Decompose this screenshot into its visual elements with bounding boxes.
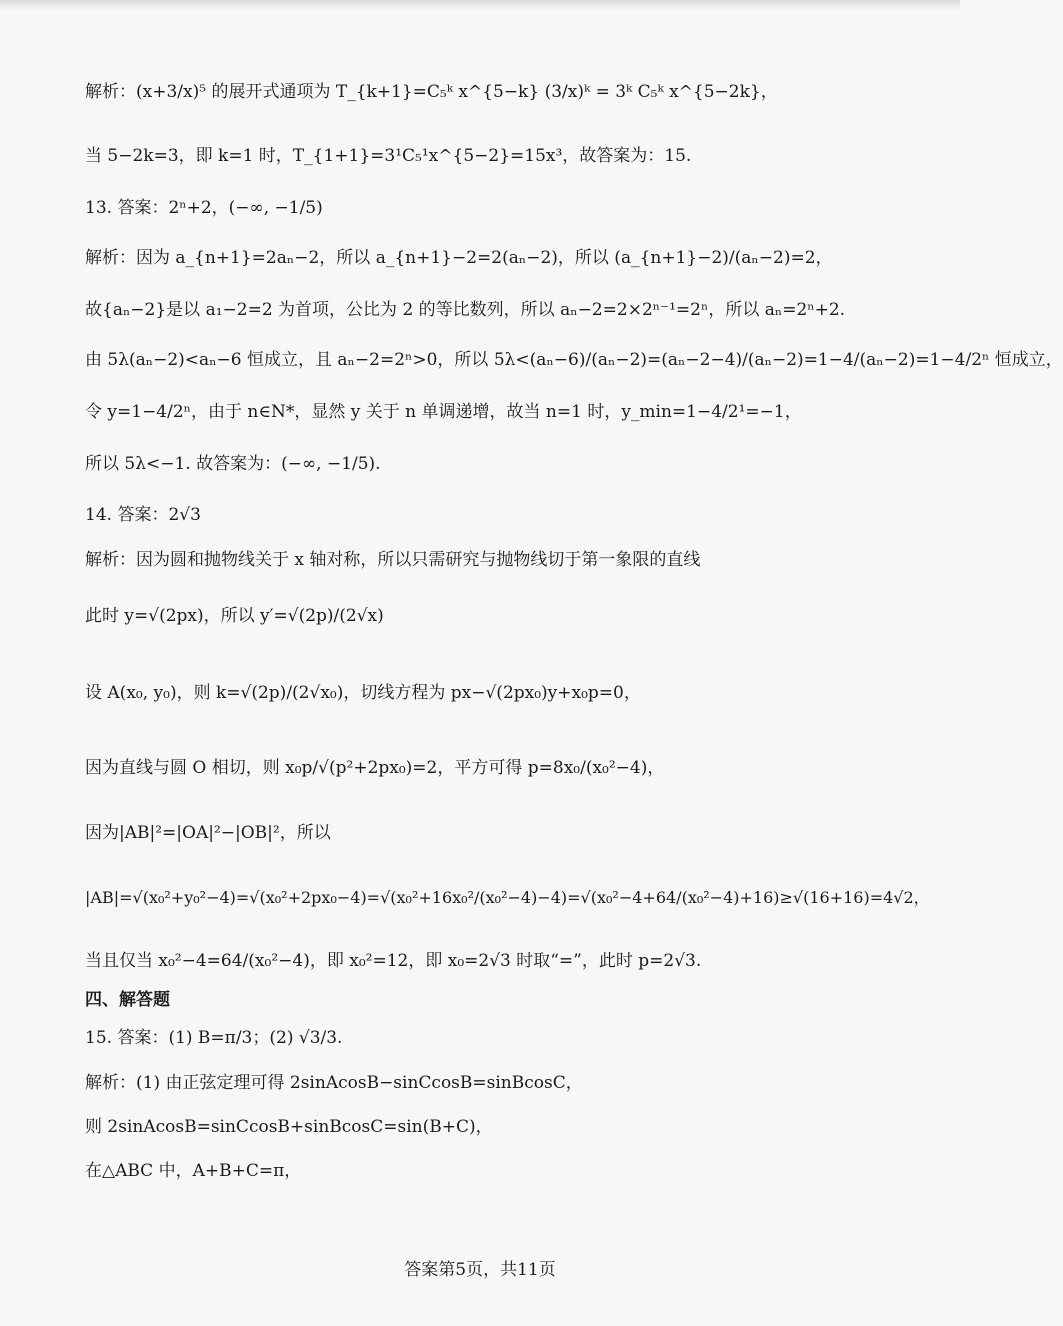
solution-line: 因为|AB|²=|OA|²−|OB|²，所以 xyxy=(85,823,331,843)
solution-line: 由 5λ(aₙ−2)<aₙ−6 恒成立，且 aₙ−2=2ⁿ>0，所以 5λ<(aₙ−6)/(aₙ−2)=(aₙ−2−4)/(aₙ−2)=1−4/(aₙ−2)=1−4/2ⁿ 恒成立， xyxy=(85,350,1063,370)
solution-line: 此时 y=√(2px)，所以 y′=√(2p)/(2√x) xyxy=(85,606,384,626)
solution-line: 解析：因为圆和抛物线关于 x 轴对称，所以只需研究与抛物线切于第一象限的直线 xyxy=(85,550,701,570)
solution-line: 故{aₙ−2}是以 a₁−2=2 为首项，公比为 2 的等比数列，所以 aₙ−2=2×2ⁿ⁻¹=2ⁿ，所以 aₙ=2ⁿ+2. xyxy=(85,300,846,320)
solution-line: 当 5−2k=3，即 k=1 时，T_{1+1}=3¹C₅¹x^{5−2}=15x³，故答案为：15. xyxy=(85,146,692,166)
solution-line: 解析：因为 a_{n+1}=2aₙ−2，所以 a_{n+1}−2=2(aₙ−2)，所以 (a_{n+1}−2)/(aₙ−2)=2， xyxy=(85,248,833,268)
solution-line: 因为直线与圆 O 相切，则 x₀p/√(p²+2px₀)=2，平方可得 p=8x₀/(x₀²−4)， xyxy=(85,758,665,778)
solution-line: 解析：(x+3/x)⁵ 的展开式通项为 T_{k+1}=C₅ᵏ x^{5−k} (3/x)ᵏ = 3ᵏ C₅ᵏ x^{5−2k}， xyxy=(85,82,778,102)
solution-line: 令 y=1−4/2ⁿ，由于 n∈N*，显然 y 关于 n 单调递增，故当 n=1 时，y_min=1−4/2¹=−1， xyxy=(85,402,802,422)
page-footer: 答案第5页，共11页 xyxy=(404,1260,556,1280)
solution-line: 当且仅当 x₀²−4=64/(x₀²−4)，即 x₀²=12，即 x₀=2√3 时取“=”，此时 p=2√3. xyxy=(85,951,702,971)
page-edge-shadow xyxy=(0,0,960,10)
answer-line: 15. 答案：(1) B=π/3；(2) √3/3. xyxy=(85,1028,343,1048)
section-heading: 四、解答题 xyxy=(85,990,170,1010)
answer-line: 14. 答案：2√3 xyxy=(85,505,201,525)
solution-line: 解析：(1) 由正弦定理可得 2sinAcosB−sinCcosB=sinBcosC， xyxy=(85,1073,583,1093)
solution-line: |AB|=√(x₀²+y₀²−4)=√(x₀²+2px₀−4)=√(x₀²+16x₀²/(x₀²−4)−4)=√(x₀²−4+64/(x₀²−4)+16)≥√(16+16)=4√2， xyxy=(85,888,930,907)
solution-line: 设 A(x₀, y₀)，则 k=√(2p)/(2√x₀)，切线方程为 px−√(2px₀)y+x₀p=0， xyxy=(85,683,641,703)
solution-line: 在△ABC 中，A+B+C=π， xyxy=(85,1161,302,1181)
solution-line: 则 2sinAcosB=sinCcosB+sinBcosC=sin(B+C)， xyxy=(85,1117,493,1137)
solution-line: 所以 5λ<−1. 故答案为：(−∞, −1/5). xyxy=(85,454,381,474)
answer-line: 13. 答案：2ⁿ+2，(−∞, −1/5) xyxy=(85,198,323,218)
